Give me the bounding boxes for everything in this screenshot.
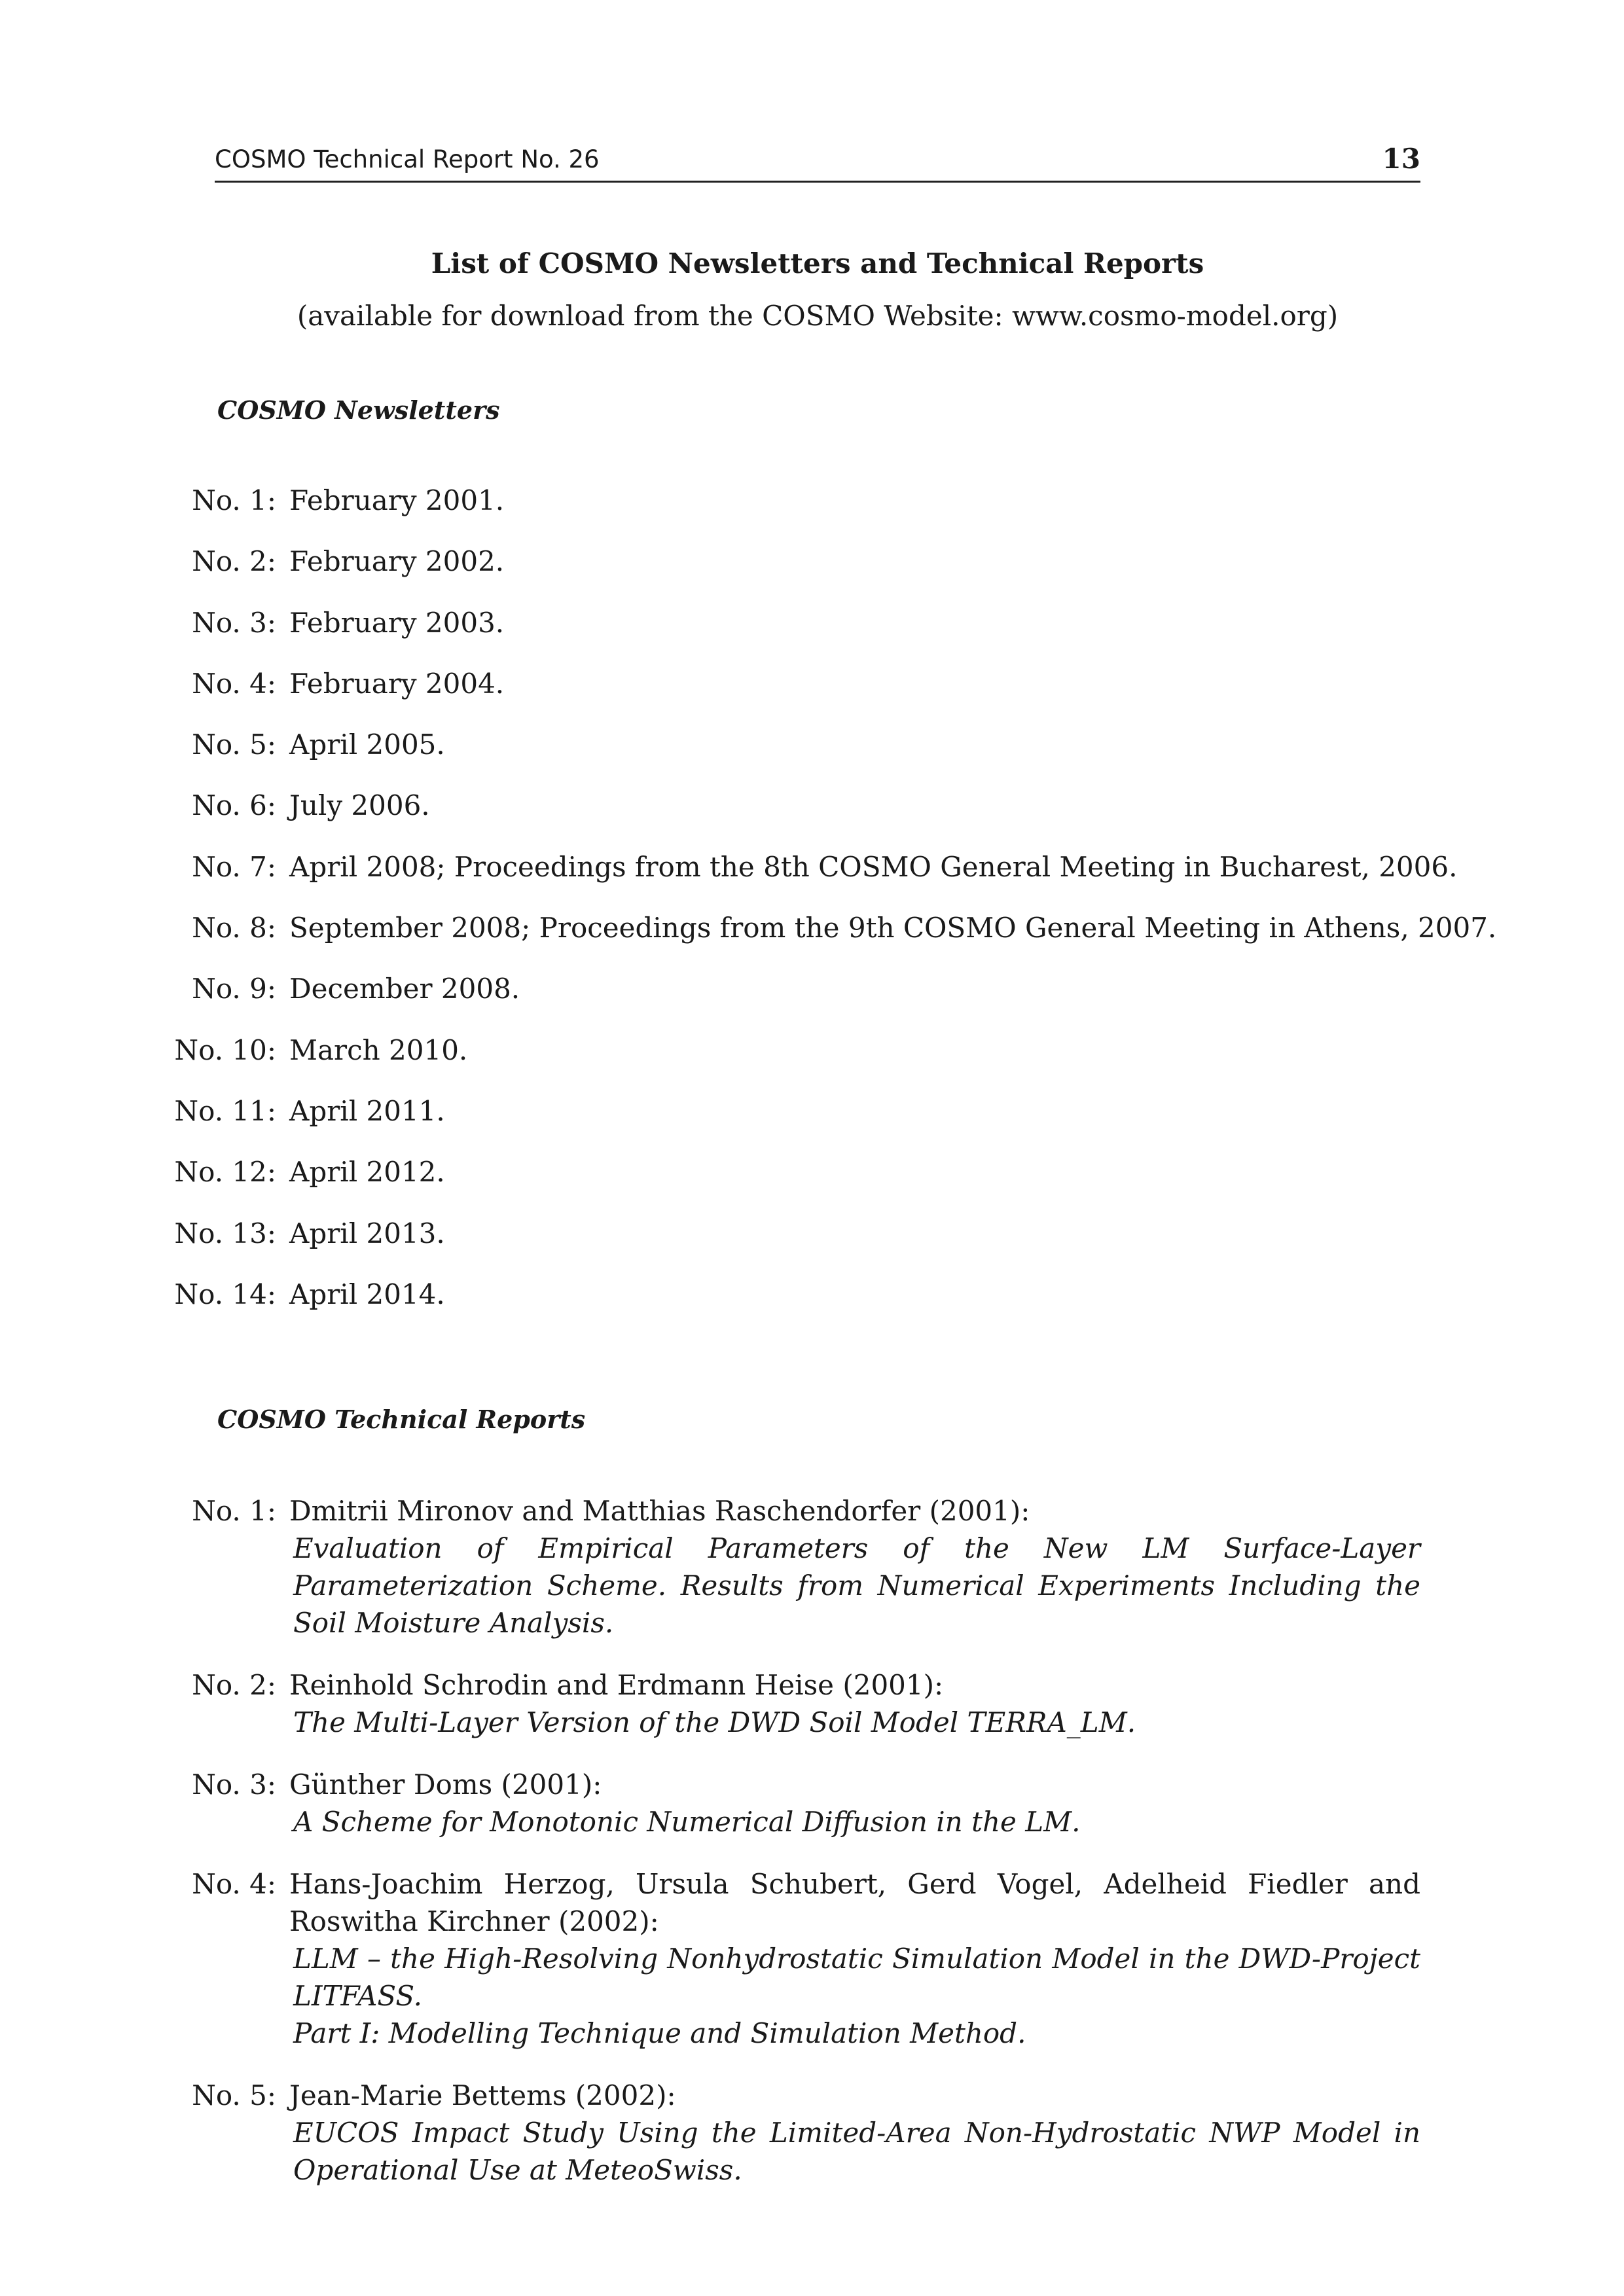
item-text: April 2008; Proceedings from the 8th COSMO General Meeting in Bucharest, 2006. [289,850,1458,883]
item-text: February 2003. [289,606,505,639]
list-item [0,789,1624,850]
list-item [0,607,1624,668]
item-title: A Scheme for Monotonic Numerical Diffusion in the LM. [293,1806,1081,1838]
item-authors: Jean-Marie Bettems (2002): [289,2079,676,2111]
list-item [0,1156,1624,1217]
item-number: No. 4: [192,1868,276,1900]
list-item [0,1034,1624,1095]
item-number: No. 2: [192,1669,276,1701]
item-number: No. 7: [192,850,276,883]
list-item [0,851,1624,912]
item-text: September 2008; Proceedings from the 9th COSMO General Meeting in Athens, 2007. [289,912,1497,944]
page-title: List of COSMO Newsletters and Technical Reports [431,247,1204,279]
item-text: April 2011. [289,1094,445,1127]
item-number: No. 13: [174,1217,276,1249]
list-item [0,1865,1624,2052]
item-number: No. 2: [192,545,276,578]
item-text: July 2006. [289,789,430,822]
list-item [0,484,1624,545]
list-item [0,1666,1624,1741]
list-item [0,973,1624,1033]
item-text: February 2002. [289,545,505,578]
item-authors: Dmitrii Mironov and Matthias Raschendorfer (2001): [289,1495,1030,1527]
list-item [0,2077,1624,2189]
item-text: April 2012. [289,1156,445,1189]
item-title: EUCOS Impact Study Using the Limited-Area Non-Hydrostatic NWP Model in Operational Use at MeteoSwiss. [293,2117,1420,2186]
item-number: No. 14: [174,1278,276,1310]
item-subtitle: Part I: Modelling Technique and Simulation Method. [293,2017,1026,2049]
item-number: No. 5: [192,728,276,761]
item-number: No. 6: [192,789,276,822]
item-number: No. 3: [192,1768,276,1801]
item-title: Evaluation of Empirical Parameters of the New LM Surface-Layer Parameterization Scheme. Results from Numerical Experiments Including the Soil Moisture Analysis. [293,1532,1420,1639]
item-text: April 2014. [289,1278,445,1310]
item-title: The Multi-Layer Version of the DWD Soil Model TERRA_LM. [293,1706,1136,1738]
item-number: No. 4: [192,667,276,700]
item-number: No. 12: [174,1156,276,1189]
technical-reports-heading: COSMO Technical Reports [217,1405,586,1434]
item-authors: Hans-Joachim Herzog, Ursula Schubert, Gerd Vogel, Adelheid Fiedler and Roswitha Kirchner (2002): [289,1868,1420,1937]
list-item [0,1492,1624,1641]
item-number: No. 10: [174,1033,276,1066]
item-number: No. 9: [192,973,276,1005]
item-text: April 2013. [289,1217,445,1249]
newsletters-heading: COSMO Newsletters [217,395,500,425]
item-title: LLM – the High-Resolving Nonhydrostatic Simulation Model in the DWD-Project LITFASS. [293,1943,1420,2012]
list-item [0,1278,1624,1339]
item-authors: Günther Doms (2001): [289,1768,602,1801]
item-text: April 2005. [289,728,445,761]
list-item [0,1095,1624,1156]
page-subtitle: (available for download from the COSMO Website: www.cosmo-model.org) [297,300,1339,332]
item-number: No. 11: [174,1094,276,1127]
item-text: February 2004. [289,667,505,700]
report-label: COSMO Technical Report No. 26 [215,145,600,173]
technical-reports-list [0,1492,1624,2214]
list-item [0,668,1624,728]
list-item [0,1766,1624,1840]
running-header [215,143,1420,183]
item-text: December 2008. [289,973,520,1005]
item-text: March 2010. [289,1033,468,1066]
item-authors: Reinhold Schrodin and Erdmann Heise (2001): [289,1669,944,1701]
item-text: February 2001. [289,484,505,516]
list-item [0,1217,1624,1278]
item-number: No. 3: [192,606,276,639]
item-number: No. 1: [192,1495,276,1527]
item-number: No. 5: [192,2079,276,2111]
newsletters-list [0,484,1624,1339]
list-item [0,728,1624,789]
item-number: No. 8: [192,912,276,944]
page-number: 13 [1382,143,1420,175]
item-number: No. 1: [192,484,276,516]
list-item [0,545,1624,606]
list-item [0,912,1624,973]
